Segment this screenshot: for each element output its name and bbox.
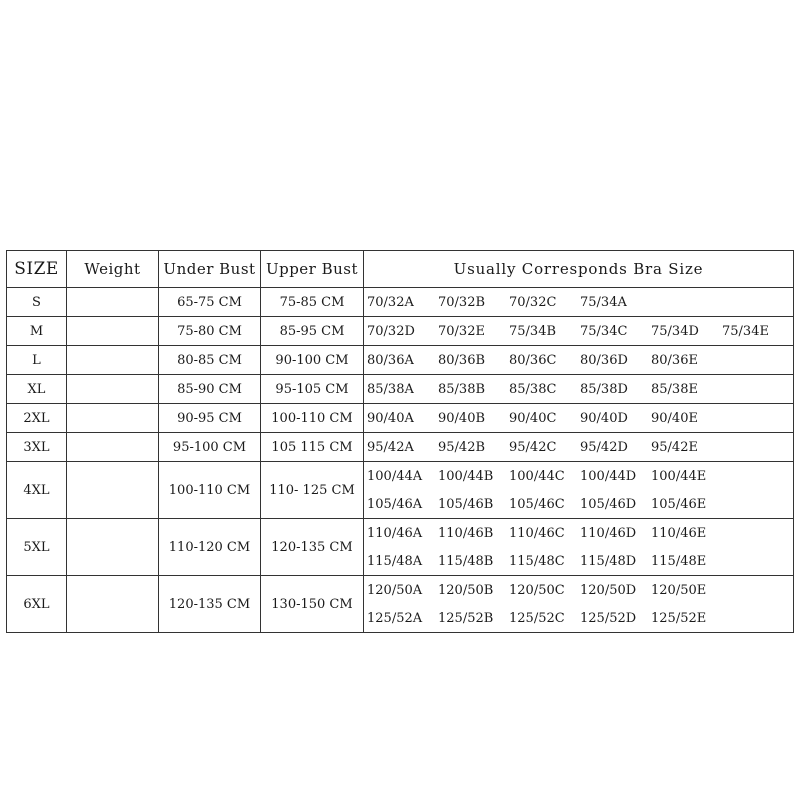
bra-size-value: 120/50D bbox=[580, 582, 637, 598]
bra-size-line bbox=[367, 547, 793, 575]
bra-size-line bbox=[367, 404, 793, 432]
bra-size-line bbox=[367, 519, 793, 547]
bra-size-value: 105/46A bbox=[367, 496, 423, 512]
bra-size-value: 90/40E bbox=[651, 410, 698, 426]
bra-size-value: 90/40C bbox=[509, 410, 557, 426]
bra-size-line bbox=[367, 346, 793, 374]
under-bust-cell: 120-135 CM bbox=[159, 576, 261, 633]
bra-size-value: 75/34A bbox=[580, 294, 627, 310]
bra-size-value: 100/44B bbox=[438, 468, 494, 484]
table-row bbox=[7, 519, 794, 576]
under-bust-cell: 100-110 CM bbox=[159, 462, 261, 519]
under-bust-cell: 85-90 CM bbox=[159, 375, 261, 404]
bra-size-value: 95/42A bbox=[367, 439, 414, 455]
under-bust-cell: 75-80 CM bbox=[159, 317, 261, 346]
bra-size-value: 80/36C bbox=[509, 352, 557, 368]
bra-size-value: 110/46A bbox=[367, 525, 423, 541]
weight-cell bbox=[67, 317, 159, 346]
under-bust-cell: 80-85 CM bbox=[159, 346, 261, 375]
upper-bust-cell: 90-100 CM bbox=[261, 346, 364, 375]
bra-size-line bbox=[367, 490, 793, 518]
bra-size-value: 85/38B bbox=[438, 381, 486, 397]
bra-size-line bbox=[367, 375, 793, 403]
table-row bbox=[7, 462, 794, 519]
bra-size-value: 100/44D bbox=[580, 468, 637, 484]
size-cell: L bbox=[7, 346, 67, 375]
bra-size-cell bbox=[364, 462, 794, 519]
bra-size-value: 75/34E bbox=[722, 323, 769, 339]
bra-size-value: 120/50E bbox=[651, 582, 707, 598]
weight-cell bbox=[67, 375, 159, 404]
bra-size-value: 90/40D bbox=[580, 410, 628, 426]
weight-cell bbox=[67, 288, 159, 317]
weight-cell bbox=[67, 576, 159, 633]
bra-size-value: 100/44E bbox=[651, 468, 707, 484]
bra-size-value: 120/50A bbox=[367, 582, 423, 598]
bra-size-line bbox=[367, 317, 793, 345]
weight-cell bbox=[67, 462, 159, 519]
bra-size-value: 115/48D bbox=[580, 553, 637, 569]
size-cell: 2XL bbox=[7, 404, 67, 433]
bra-size-value: 75/34D bbox=[651, 323, 699, 339]
bra-size-value: 90/40A bbox=[367, 410, 414, 426]
bra-size-line bbox=[367, 604, 793, 632]
bra-size-value: 80/36B bbox=[438, 352, 486, 368]
bra-size-value: 70/32E bbox=[438, 323, 485, 339]
size-cell: S bbox=[7, 288, 67, 317]
size-cell: 3XL bbox=[7, 433, 67, 462]
bra-size-value: 115/48E bbox=[651, 553, 707, 569]
size-cell: XL bbox=[7, 375, 67, 404]
bra-size-cell bbox=[364, 375, 794, 404]
bra-size-value: 80/36D bbox=[580, 352, 628, 368]
bra-size-value: 105/46E bbox=[651, 496, 707, 512]
table-row bbox=[7, 404, 794, 433]
bra-size-value: 85/38E bbox=[651, 381, 698, 397]
bra-size-value: 70/32C bbox=[509, 294, 557, 310]
bra-size-value: 85/38D bbox=[580, 381, 628, 397]
upper-bust-cell: 105 115 CM bbox=[261, 433, 364, 462]
bra-size-value: 80/36E bbox=[651, 352, 698, 368]
bra-size-value: 70/32B bbox=[438, 294, 486, 310]
weight-cell bbox=[67, 519, 159, 576]
bra-size-cell bbox=[364, 519, 794, 576]
bra-size-value: 125/52E bbox=[651, 610, 707, 626]
upper-bust-cell: 95-105 CM bbox=[261, 375, 364, 404]
upper-bust-cell: 130-150 CM bbox=[261, 576, 364, 633]
upper-bust-cell: 85-95 CM bbox=[261, 317, 364, 346]
bra-size-cell bbox=[364, 288, 794, 317]
bra-size-value: 95/42C bbox=[509, 439, 557, 455]
size-cell: 6XL bbox=[7, 576, 67, 633]
size-cell: 4XL bbox=[7, 462, 67, 519]
header-size: SIZE bbox=[7, 251, 67, 288]
bra-size-value: 70/32D bbox=[367, 323, 415, 339]
bra-size-value: 125/52D bbox=[580, 610, 637, 626]
bra-size-value: 95/42D bbox=[580, 439, 628, 455]
bra-size-value: 95/42B bbox=[438, 439, 486, 455]
bra-size-value: 80/36A bbox=[367, 352, 414, 368]
bra-size-line bbox=[367, 288, 793, 316]
table-row bbox=[7, 433, 794, 462]
bra-size-value: 75/34B bbox=[509, 323, 557, 339]
under-bust-cell: 65-75 CM bbox=[159, 288, 261, 317]
header-upper-bust: Upper Bust bbox=[261, 251, 364, 288]
bra-size-line bbox=[367, 576, 793, 604]
upper-bust-cell: 100-110 CM bbox=[261, 404, 364, 433]
header-weight: Weight bbox=[67, 251, 159, 288]
bra-size-value: 110/46E bbox=[651, 525, 707, 541]
bra-size-value: 75/34C bbox=[580, 323, 628, 339]
bra-size-value: 125/52A bbox=[367, 610, 423, 626]
weight-cell bbox=[67, 404, 159, 433]
bra-size-line bbox=[367, 462, 793, 490]
table-row bbox=[7, 576, 794, 633]
size-cell: 5XL bbox=[7, 519, 67, 576]
bra-size-value: 70/32A bbox=[367, 294, 414, 310]
upper-bust-cell: 110- 125 CM bbox=[261, 462, 364, 519]
bra-size-value: 115/48A bbox=[367, 553, 423, 569]
upper-bust-cell: 75-85 CM bbox=[261, 288, 364, 317]
bra-size-value: 105/46D bbox=[580, 496, 637, 512]
bra-size-cell bbox=[364, 404, 794, 433]
bra-size-cell bbox=[364, 576, 794, 633]
bra-size-value: 85/38A bbox=[367, 381, 414, 397]
bra-size-value: 110/46D bbox=[580, 525, 637, 541]
table-row bbox=[7, 288, 794, 317]
weight-cell bbox=[67, 433, 159, 462]
bra-size-value: 110/46B bbox=[438, 525, 494, 541]
bra-size-cell bbox=[364, 346, 794, 375]
under-bust-cell: 95-100 CM bbox=[159, 433, 261, 462]
under-bust-cell: 110-120 CM bbox=[159, 519, 261, 576]
table-row bbox=[7, 317, 794, 346]
bra-size-value: 95/42E bbox=[651, 439, 698, 455]
bra-size-value: 90/40B bbox=[438, 410, 486, 426]
bra-size-cell bbox=[364, 317, 794, 346]
header-bra-size: Usually Corresponds Bra Size bbox=[364, 251, 794, 288]
size-cell: M bbox=[7, 317, 67, 346]
bra-size-value: 100/44A bbox=[367, 468, 423, 484]
table-row bbox=[7, 375, 794, 404]
bra-size-value: 120/50B bbox=[438, 582, 494, 598]
bra-size-value: 125/52B bbox=[438, 610, 494, 626]
bra-size-value: 105/46C bbox=[509, 496, 565, 512]
weight-cell bbox=[67, 346, 159, 375]
header-under-bust: Under Bust bbox=[159, 251, 261, 288]
bra-size-value: 105/46B bbox=[438, 496, 494, 512]
size-chart-table bbox=[6, 250, 794, 633]
bra-size-cell bbox=[364, 433, 794, 462]
header-row bbox=[7, 251, 794, 288]
upper-bust-cell: 120-135 CM bbox=[261, 519, 364, 576]
bra-size-value: 115/48B bbox=[438, 553, 494, 569]
bra-size-value: 110/46C bbox=[509, 525, 565, 541]
bra-size-value: 85/38C bbox=[509, 381, 557, 397]
under-bust-cell: 90-95 CM bbox=[159, 404, 261, 433]
bra-size-value: 100/44C bbox=[509, 468, 565, 484]
bra-size-value: 115/48C bbox=[509, 553, 565, 569]
table-row bbox=[7, 346, 794, 375]
bra-size-line bbox=[367, 433, 793, 461]
bra-size-value: 125/52C bbox=[509, 610, 565, 626]
bra-size-value: 120/50C bbox=[509, 582, 565, 598]
